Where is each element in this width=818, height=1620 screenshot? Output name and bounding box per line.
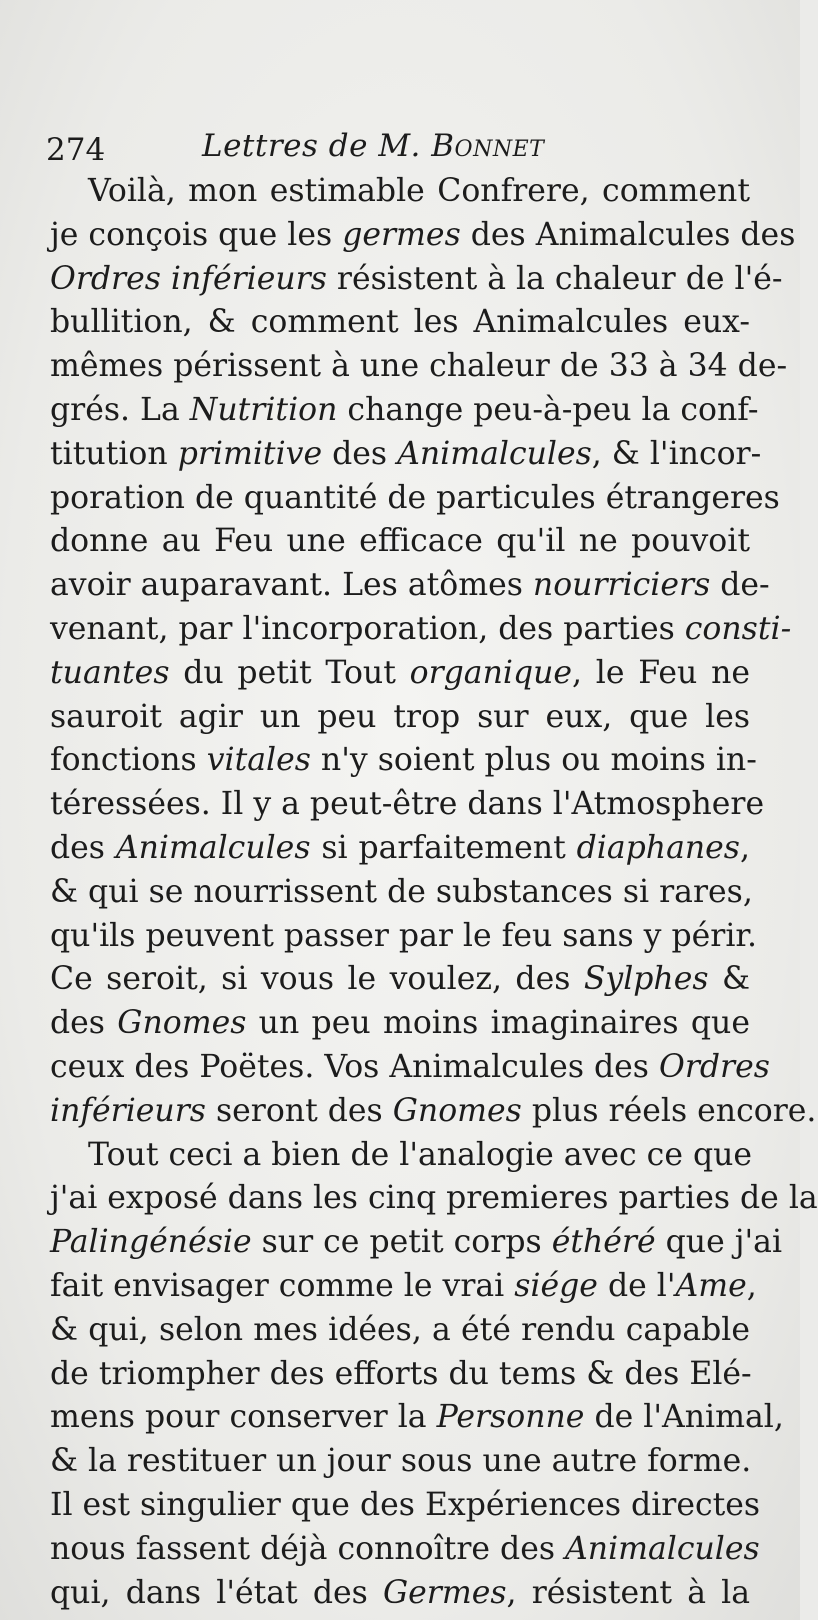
italic-text-segment: vitales <box>206 742 311 779</box>
text-segment: Tout ceci a bien de l'analogie avec ce que <box>88 1136 753 1173</box>
text-segment: , résistent à la <box>506 1574 750 1611</box>
text-line <box>50 608 792 652</box>
text-line <box>50 258 783 302</box>
text-line <box>50 871 753 915</box>
running-title-prefix: Lettres de M. <box>202 128 421 164</box>
text-segment: fonctions <box>50 742 207 779</box>
text-line <box>50 170 750 214</box>
text-segment: résistent à la chaleur de l'é- <box>326 260 783 297</box>
text-segment: , & l'incor- <box>591 435 762 472</box>
text-line <box>50 389 759 433</box>
page-body-text <box>50 170 818 1615</box>
italic-text-segment: Nutrition <box>189 391 338 428</box>
text-segment: je conçois que les <box>50 216 343 253</box>
text-line <box>50 1309 750 1353</box>
text-segment: nous fassent déjà connoître des <box>50 1530 566 1567</box>
text-line <box>50 477 780 521</box>
text-line <box>50 564 770 608</box>
text-line <box>50 958 750 1002</box>
italic-text-segment: Sylphes <box>583 961 709 998</box>
text-segment: poration de quantité de particules étrangeres <box>50 479 780 516</box>
text-line <box>50 1572 750 1616</box>
italic-text-segment: Germes <box>383 1574 507 1611</box>
text-line <box>50 1265 757 1309</box>
italic-text-segment: Ordres <box>659 1048 770 1085</box>
text-line <box>50 827 750 871</box>
text-segment: un peu moins imaginaires que <box>246 1005 750 1042</box>
text-line <box>50 1090 817 1134</box>
text-segment: du petit Tout <box>169 654 410 691</box>
italic-text-segment: Palingénésie <box>50 1224 252 1261</box>
text-segment: des <box>322 435 398 472</box>
text-segment: , <box>739 829 750 866</box>
italic-text-segment: organique <box>409 654 573 691</box>
text-segment: grés. La <box>50 391 190 428</box>
italic-text-segment: primitive <box>177 435 323 472</box>
italic-text-segment: Personne <box>436 1399 585 1436</box>
text-segment: seront des <box>205 1092 393 1129</box>
text-line <box>50 1046 770 1090</box>
text-segment: , <box>746 1267 757 1304</box>
text-line <box>50 1221 783 1265</box>
text-segment: si parfaitement <box>310 829 577 866</box>
text-line <box>50 1177 818 1221</box>
italic-text-segment: tuantes <box>50 654 170 691</box>
text-line <box>50 345 788 389</box>
page-number: 274 <box>46 132 106 168</box>
text-line <box>50 915 758 959</box>
text-segment: qui, dans l'état des <box>50 1574 383 1611</box>
italic-text-segment: Gnomes <box>117 1005 247 1042</box>
text-segment: titution <box>50 435 178 472</box>
text-segment: j'ai exposé dans les cinq premieres parties de la <box>50 1180 818 1217</box>
text-segment: & qui, selon mes idées, a été rendu capable <box>50 1311 750 1348</box>
text-segment: qu'ils peuvent passer par le feu sans y périr. <box>50 917 758 954</box>
italic-text-segment: Animalcules <box>565 1530 760 1567</box>
italic-text-segment: Gnomes <box>392 1092 522 1129</box>
text-segment: de- <box>710 567 770 604</box>
text-segment: des <box>50 829 116 866</box>
italic-text-segment: nourriciers <box>532 567 711 604</box>
text-segment: sur ce petit corps <box>251 1224 552 1261</box>
text-segment: des Animalcules des <box>460 216 796 253</box>
text-line <box>50 739 757 783</box>
text-line <box>50 1002 750 1046</box>
text-line <box>50 1440 750 1484</box>
text-line <box>50 1396 784 1440</box>
text-segment: bullition, & comment les Animalcules eux- <box>50 304 750 341</box>
text-line <box>50 433 762 477</box>
italic-text-segment: Ame <box>675 1267 747 1304</box>
text-segment: plus réels encore. <box>521 1092 817 1129</box>
text-line <box>50 1528 760 1572</box>
text-line <box>50 1353 750 1397</box>
text-segment: avoir auparavant. Les atômes <box>50 567 533 604</box>
text-segment: Voilà, mon estimable Confrere, comment <box>88 173 750 209</box>
text-segment: venant, par l'incorporation, des parties <box>50 610 685 647</box>
text-line <box>50 520 750 564</box>
text-segment: des <box>50 1005 118 1042</box>
text-segment: mêmes périssent à une chaleur de 33 à 34 de- <box>50 348 788 385</box>
page-header <box>46 128 746 172</box>
text-segment: change peu-à-peu la conf- <box>337 391 759 428</box>
text-segment: téressées. Il y a peut-être dans l'Atmosphere <box>50 786 765 823</box>
italic-text-segment: germes <box>342 216 461 253</box>
text-line <box>50 783 765 827</box>
italic-text-segment: diaphanes <box>576 829 740 866</box>
text-segment: & la restituer un jour sous une autre forme. <box>50 1443 752 1480</box>
text-segment: de l'Animal, <box>584 1399 784 1436</box>
text-line <box>50 301 750 345</box>
text-line <box>50 1484 761 1528</box>
text-segment: sauroit agir un peu trop sur eux, que les <box>50 698 750 735</box>
text-segment: & qui se nourrissent de substances si rares, <box>50 873 753 910</box>
italic-text-segment: Animalcules <box>397 435 592 472</box>
italic-text-segment: inférieurs <box>50 1092 206 1129</box>
italic-text-segment: Ordres inférieurs <box>50 260 327 297</box>
text-segment: de l' <box>597 1267 676 1304</box>
text-segment: mens pour conserver la <box>50 1399 437 1436</box>
text-segment: fait envisager comme le vrai <box>50 1267 515 1304</box>
text-segment: de triompher des efforts du tems & des Elé- <box>50 1355 752 1392</box>
italic-text-segment: Animalcules <box>115 829 311 866</box>
text-segment: Ce seroit, si vous le voulez, des <box>50 961 584 998</box>
text-segment: n'y soient plus ou moins in- <box>310 742 757 779</box>
italic-text-segment: consti- <box>684 610 792 647</box>
text-segment: Il est singulier que des Expériences directes <box>50 1486 761 1523</box>
text-line <box>50 214 796 258</box>
italic-text-segment: siége <box>514 1267 598 1304</box>
running-title-name: Bonnet <box>431 128 545 164</box>
text-line <box>50 696 750 740</box>
text-line <box>50 652 750 696</box>
text-line <box>50 1134 753 1178</box>
text-segment: donne au Feu une efficace qu'il ne pouvoit <box>50 523 750 560</box>
text-segment: que j'ai <box>655 1224 783 1261</box>
text-segment: & <box>708 961 750 998</box>
text-segment: ceux des Poëtes. Vos Animalcules des <box>50 1048 659 1085</box>
text-segment: , le Feu ne <box>572 654 750 691</box>
italic-text-segment: éthéré <box>551 1224 656 1261</box>
running-title <box>202 128 544 164</box>
